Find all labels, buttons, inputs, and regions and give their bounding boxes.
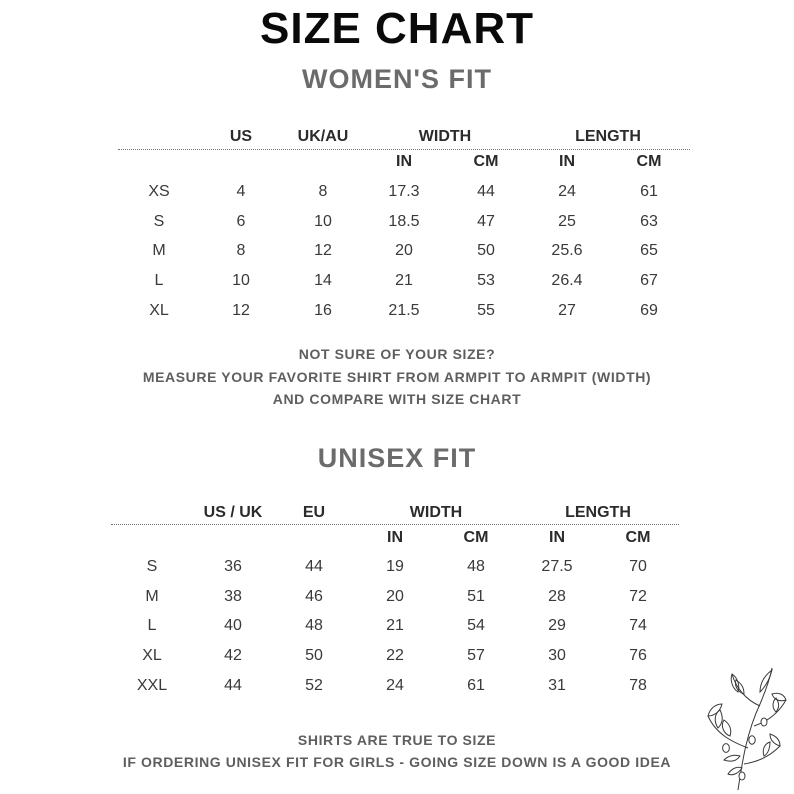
table-cell: 63 <box>640 212 658 230</box>
header-length-cm: CM <box>636 153 662 170</box>
page-title: SIZE CHART <box>260 4 534 53</box>
table-cell: 69 <box>640 301 658 319</box>
table-cell: 21 <box>395 272 413 290</box>
unisex-note-line-2: IF ORDERING UNISEX FIT FOR GIRLS - GOING SIZE DOWN IS A GOOD IDEA <box>122 754 672 770</box>
size-label: L <box>147 617 157 635</box>
table-cell: 31 <box>548 676 566 694</box>
table-cell: 65 <box>640 242 658 260</box>
unisex-note-line-1: SHIRTS ARE TRUE TO SIZE <box>297 732 497 748</box>
table-cell: 38 <box>224 587 242 605</box>
table-cell: 18.5 <box>388 212 420 230</box>
table-cell: 55 <box>477 301 495 319</box>
unisex-fit-title: UNISEX FIT <box>317 443 477 473</box>
table-cell: 20 <box>395 242 413 260</box>
olive-branch-illustration <box>702 664 792 792</box>
table-cell: 8 <box>318 183 328 200</box>
header-length: LENGTH <box>565 504 631 521</box>
table-cell: 20 <box>386 587 404 605</box>
table-cell: 27.5 <box>541 558 573 575</box>
womens-fit-title: WOMEN'S FIT <box>302 64 492 94</box>
header-uk-au: UK/AU <box>297 128 349 145</box>
size-label: M <box>145 587 159 605</box>
womens-note-line-1: NOT SURE OF YOUR SIZE? <box>298 346 496 362</box>
table-cell: 12 <box>232 301 250 319</box>
size-label: L <box>154 272 164 290</box>
header-width: WIDTH <box>418 128 472 145</box>
table-cell: 25.6 <box>551 242 583 260</box>
table-cell: 70 <box>629 558 647 575</box>
table-cell: 51 <box>467 587 485 605</box>
header-length-cm: CM <box>625 529 651 546</box>
table-cell: 52 <box>305 676 323 694</box>
table-cell: 26.4 <box>551 272 583 290</box>
table-cell: 67 <box>640 272 658 290</box>
table-cell: 72 <box>629 587 647 605</box>
header-divider <box>118 149 690 150</box>
table-cell: 16 <box>314 301 332 319</box>
table-cell: 17.3 <box>388 183 420 200</box>
table-cell: 4 <box>236 183 246 200</box>
table-cell: 46 <box>305 587 323 605</box>
table-cell: 10 <box>314 212 332 230</box>
table-cell: 61 <box>640 183 658 200</box>
table-cell: 24 <box>558 183 576 200</box>
table-cell: 12 <box>314 242 332 260</box>
womens-note-line-2: MEASURE YOUR FAVORITE SHIRT FROM ARMPIT TO ARMPIT (WIDTH) <box>142 369 652 385</box>
size-label: XL <box>149 301 169 319</box>
table-cell: 57 <box>467 647 485 665</box>
header-width-in: IN <box>396 153 412 170</box>
size-label: M <box>152 242 166 260</box>
size-label: XS <box>148 183 170 200</box>
table-cell: 27 <box>558 301 576 319</box>
table-cell: 74 <box>629 617 647 635</box>
table-cell: 40 <box>224 617 242 635</box>
womens-note-line-3: AND COMPARE WITH SIZE CHART <box>272 391 522 407</box>
table-cell: 21 <box>386 617 404 635</box>
table-cell: 25 <box>558 212 576 230</box>
table-cell: 44 <box>477 183 495 200</box>
size-label: XXL <box>136 676 168 694</box>
table-cell: 50 <box>305 647 323 665</box>
header-eu: EU <box>302 504 326 521</box>
table-cell: 19 <box>386 558 404 575</box>
header-width: WIDTH <box>409 504 463 521</box>
table-cell: 8 <box>236 242 246 260</box>
table-cell: 48 <box>467 558 485 575</box>
table-cell: 54 <box>467 617 485 635</box>
table-cell: 36 <box>224 558 242 575</box>
table-cell: 28 <box>548 587 566 605</box>
header-length-in: IN <box>559 153 575 170</box>
table-cell: 6 <box>236 212 246 230</box>
header-width-in: IN <box>387 529 403 546</box>
header-length-in: IN <box>549 529 565 546</box>
table-cell: 76 <box>629 647 647 665</box>
table-cell: 44 <box>305 558 323 575</box>
table-cell: 61 <box>467 676 485 694</box>
table-cell: 47 <box>477 212 495 230</box>
header-width-cm: CM <box>463 529 489 546</box>
header-divider <box>111 524 679 525</box>
size-label: S <box>146 558 158 575</box>
size-label: XL <box>142 647 162 665</box>
table-cell: 42 <box>224 647 242 665</box>
table-cell: 14 <box>314 272 332 290</box>
table-cell: 24 <box>386 676 404 694</box>
header-length: LENGTH <box>575 128 641 145</box>
table-cell: 50 <box>477 242 495 260</box>
table-cell: 29 <box>548 617 566 635</box>
table-cell: 22 <box>386 647 404 665</box>
table-cell: 10 <box>232 272 250 290</box>
header-width-cm: CM <box>473 153 499 170</box>
size-label: S <box>153 212 165 230</box>
table-cell: 21.5 <box>388 301 420 319</box>
table-cell: 44 <box>224 676 242 694</box>
table-cell: 53 <box>477 272 495 290</box>
header-us: US <box>229 128 253 145</box>
table-cell: 48 <box>305 617 323 635</box>
table-cell: 30 <box>548 647 566 665</box>
table-cell: 78 <box>629 676 647 694</box>
header-us-uk: US / UK <box>203 504 263 521</box>
